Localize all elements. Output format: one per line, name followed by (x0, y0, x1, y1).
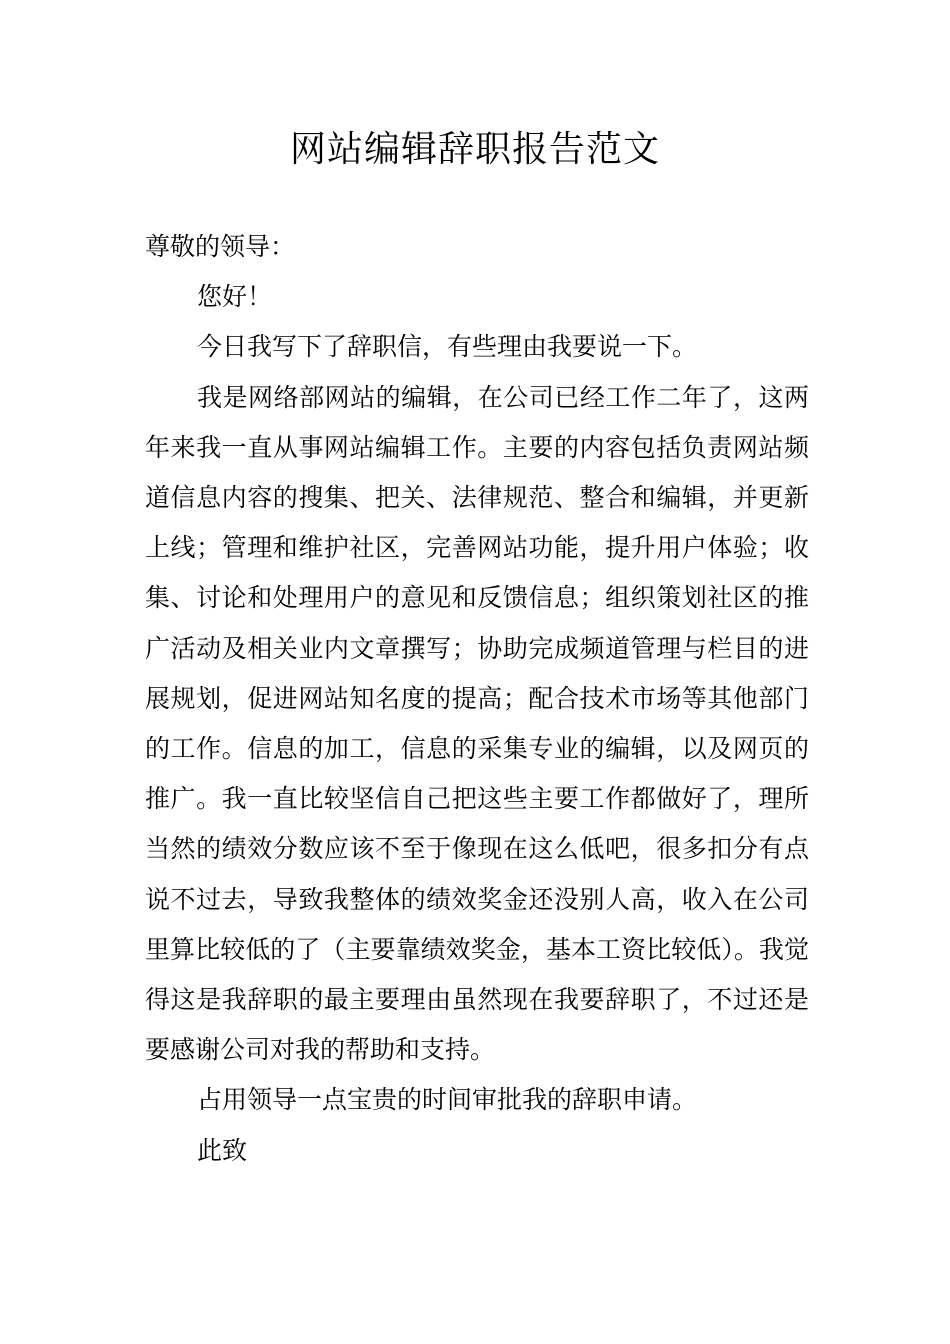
document-body (145, 222, 809, 1176)
paragraph-request: 占用领导一点宝贵的时间审批我的辞职申请。 (197, 1085, 698, 1115)
document-title: 网站编辑辞职报告范文 (289, 129, 660, 170)
paragraph-main: 我是网络部网站的编辑，在公司已经工作二年了，这两年来我一直从事网站编辑工作。主要的内容包括负责网站频道信息内容的搜集、把关、法律规范、整合和编辑，并更新上线；管理和维护社区，完善网站功能，提升用户体验；收集、讨论和处理用户的意见和反馈信息；组织策划社区的推广活动及相关业内文章撰写；协助完成频道管理与栏目的进展规划，促进网站知名度的提高；配合技术市场等其他部门的工作。信息的加工，信息的采集专业的编辑，以及网页的推广。我一直比较坚信自己把这些主要工作都做好了，理所当然的绩效分数应该不至于像现在这么低吧，很多扣分有点说不过去，导致我整体的绩效奖金还没别人高，收入在公司里算比较低的了（主要靠绩效奖金，基本工资比较低）。我觉得这是我辞职的最主要理由虽然现在我要辞职了，不过还是要感谢公司对我的帮助和支持。 (145, 382, 809, 1065)
closing: 此致 (197, 1135, 248, 1165)
paragraph-intro: 今日我写下了辞职信，有些理由我要说一下。 (197, 332, 698, 362)
salutation: 尊敬的领导： (145, 232, 296, 261)
greeting: 您好！ (197, 282, 273, 312)
